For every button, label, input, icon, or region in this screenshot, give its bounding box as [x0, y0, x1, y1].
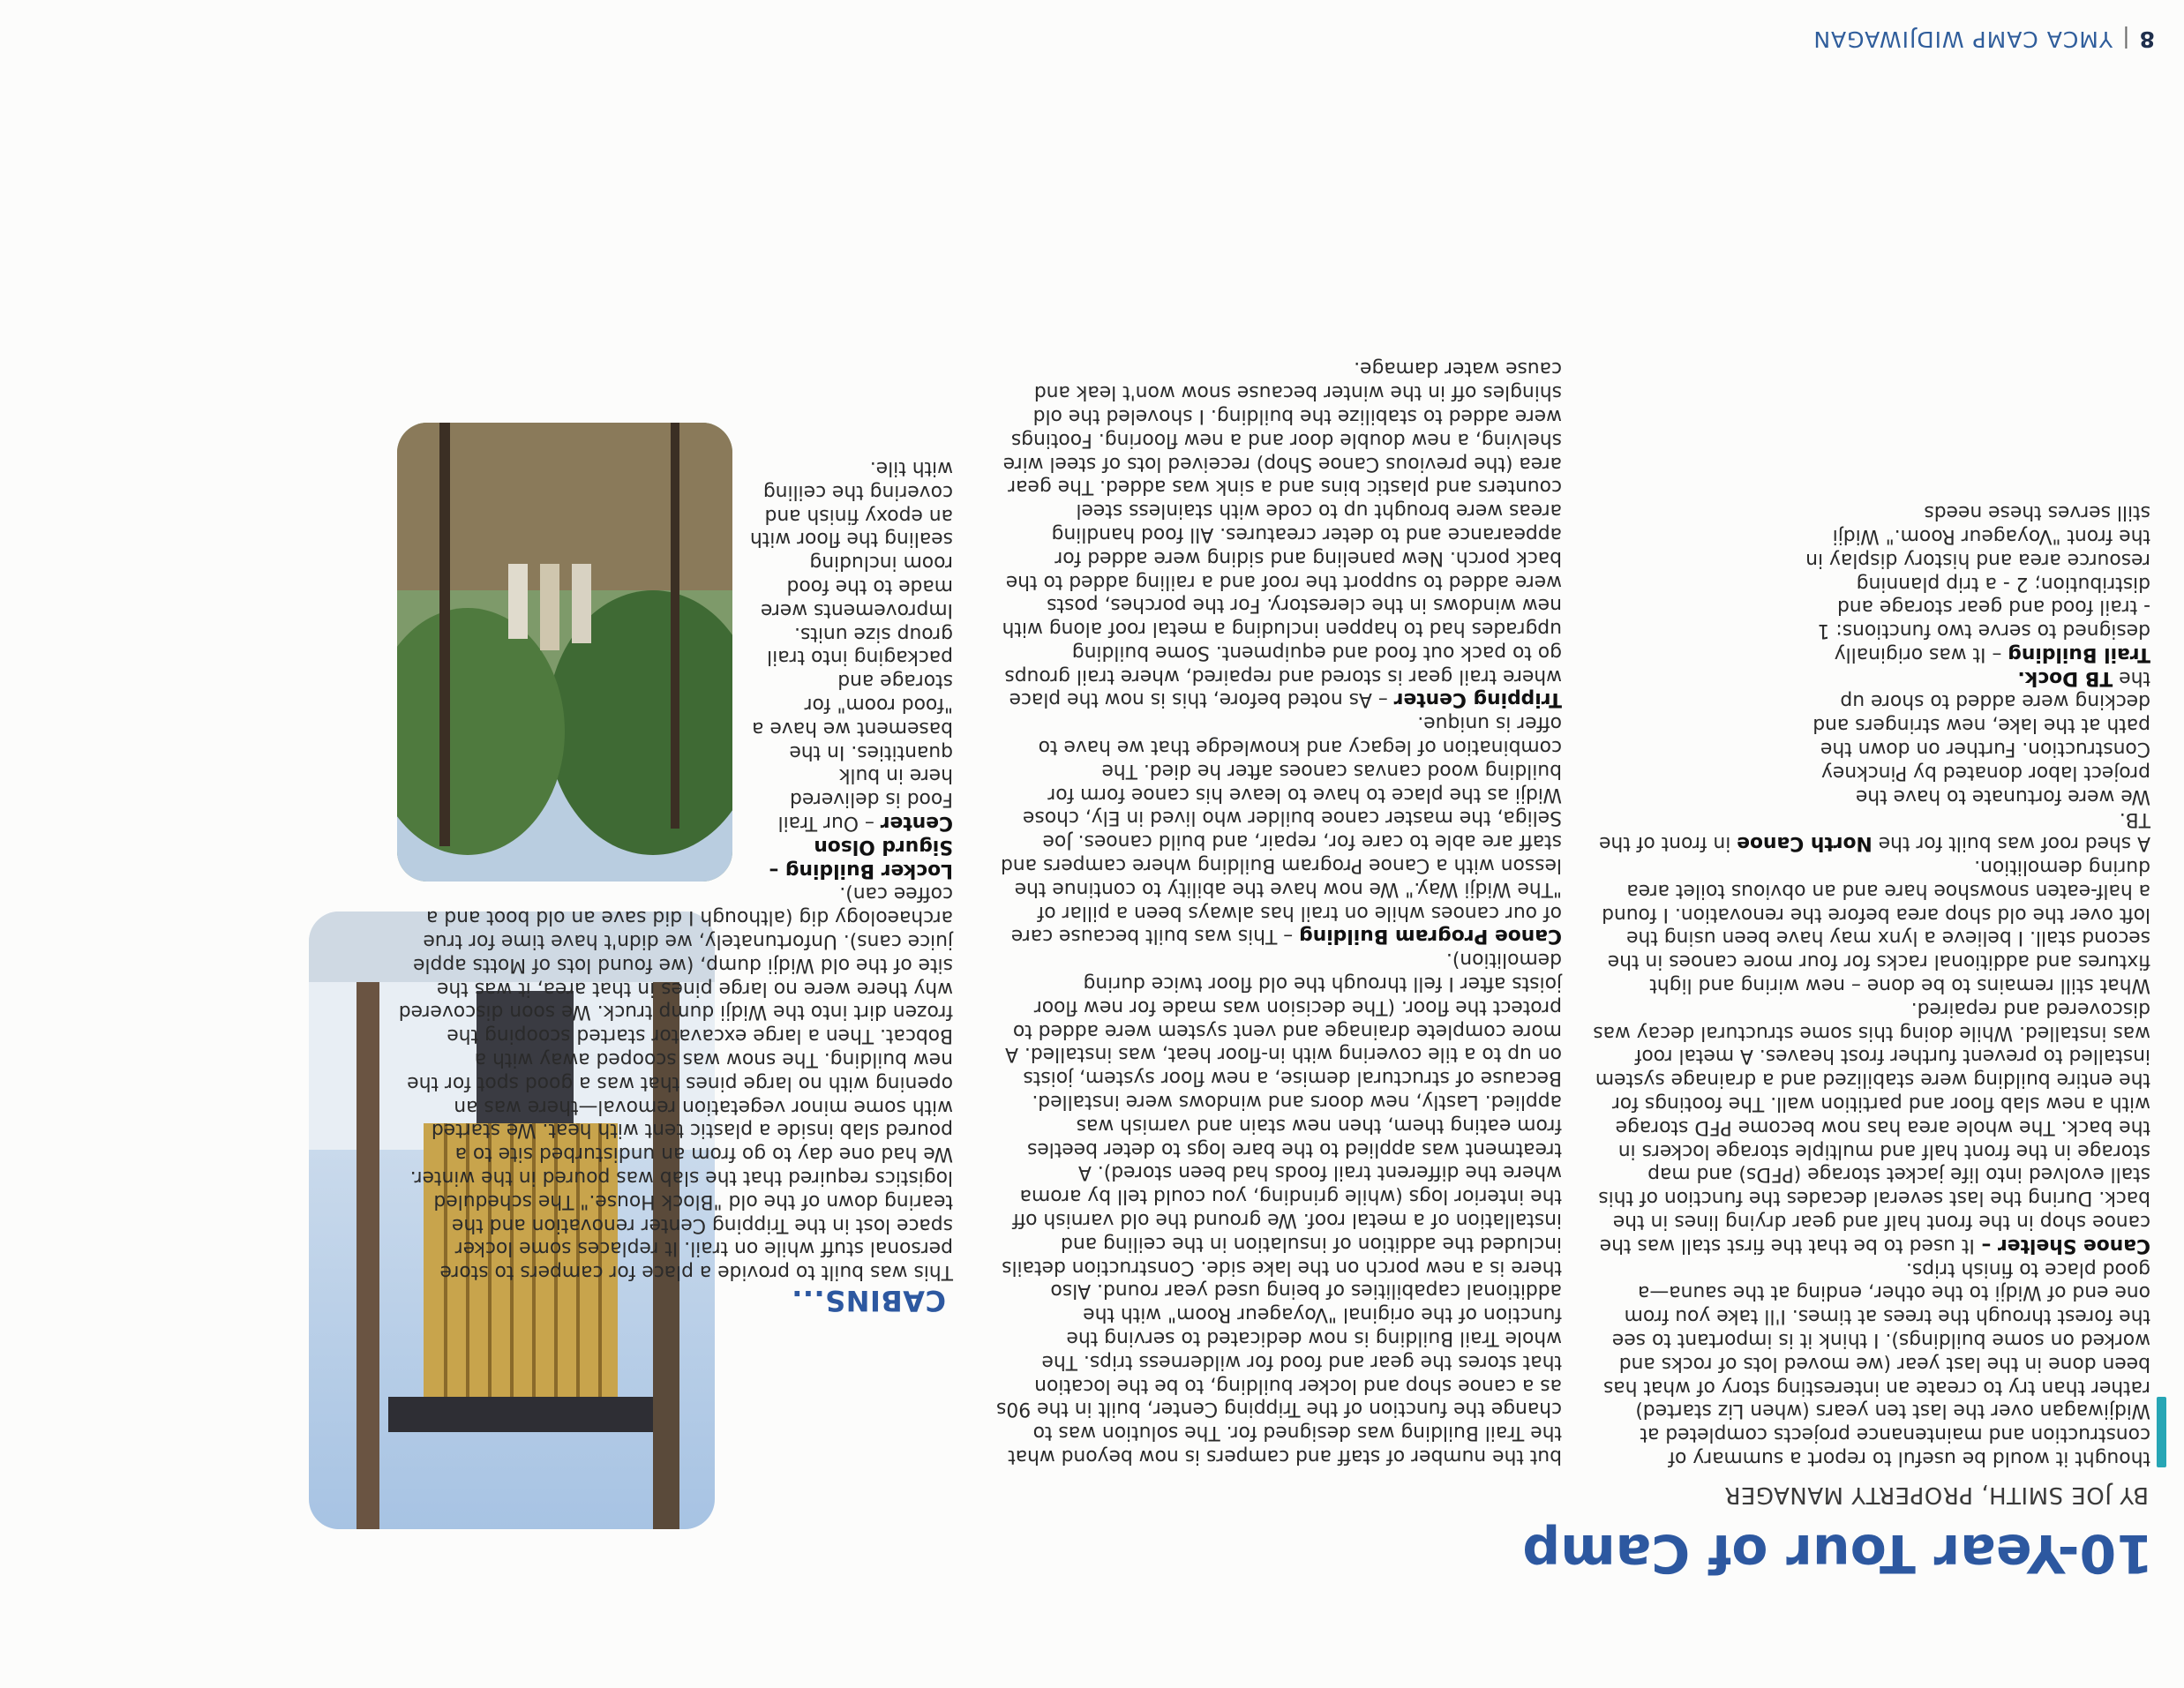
cabins-heading: CABINS...: [791, 1284, 946, 1317]
north-canoe-bold: North Canoe: [1737, 832, 1873, 855]
fortunate-paragraph: [1805, 665, 2150, 807]
narrow-column-1-wrap: [1805, 499, 2150, 806]
tripping-center-paragraph: [995, 356, 1562, 711]
canoe-shelter-text: It used to be that the first stall was the canoe shop in the front half and gear drying lines in the back. During the last several decades the function of this stall evolved into life jacket storage (PFDs) and map storage in the front half and multiple storage lockers in the back. The whole area has now become PFD storage with a new slab floor and partition wall. The footings for the entire building were stabilized and a drainage system installed to prevent further frost heaves. A metal roof was installed. While doing this some structural decay was discovered and repaired.: [1593, 997, 2150, 1257]
locker-building-heading: Locker Building –: [769, 859, 953, 882]
column-1: [1593, 66, 2150, 1469]
intro-paragraph: thought it would be useful to report a summary of construction and maintenance projects completed at Widjiwagan over the last ten years (when Liz started) rather than try to create an interesting story of what has been done in the last year (we moved lots of rocks and worked on some buildings). I think it is important to see the forest through the trees at times. I'll take you from one end of Widji to the other, ending at the sauna—a good place to finish trips.: [1602, 1257, 2150, 1469]
canoe-program-text: – This was built because care of our canoes while on trail has always been a pillar of "The Widji Way." We now have the ability to continue the lesson with a Canoe Program Building where campers and staff are able to care for, repair, and build canoes. Joe Seliga, the master canoe builder who lived in Ely, chose Widji as the place to have to leave his canoe form for building wood canvas canoes after he died. The combination of legacy and knowledge that we have to offer is unique.: [1001, 712, 1562, 948]
fortunate-text: We were fortunate to have the project labor donated by Pinckney Construction. Further on down the path at the lake, new stringers and decking were added to shore up the: [1812, 666, 2150, 807]
canoe-shelter-heading: Canoe Shelter –: [1974, 1234, 2150, 1257]
tripping-center-heading: Tripping Center: [1393, 688, 1562, 711]
locker-heading-line: [745, 858, 953, 882]
teal-dropcap-accent: [2157, 1397, 2166, 1467]
shed-roof-text-b: in front of the TB.: [1599, 808, 2150, 855]
trail-building-text: – It was originally designed to serve two functions: 1 - trail food and gear storage and distribution; 2 - a trip planning resource area and history display in the front "Voyageur Room." Widji still serves these needs: [1805, 501, 2150, 665]
sigurd-olson-paragraph: [745, 455, 953, 858]
shed-roof-paragraph: [1593, 807, 2150, 855]
sigurd-olson-heading: Sigurd Olson Center: [814, 812, 953, 858]
tb-dock-bold: TB Dock.: [2017, 666, 2113, 689]
shed-roof-text-a: A shed roof was built for the: [1872, 832, 2150, 855]
remains-paragraph: What still remains to be done – new wiring and light fixtures and additional racks for four more canoes in the second stall. I believe a lynx may have been using the loft over the old shop area before the renovation. I found a half-eaten snowshoe hare and an obvious toilet area during demolition.: [1602, 856, 2150, 997]
canoe-shelter-paragraph: [1593, 996, 2150, 1257]
campers-in-forest-photo: [397, 423, 732, 882]
article-title: 10-Year Tour of Camp: [1522, 1522, 2153, 1584]
column-3-bottom-row: [388, 423, 953, 882]
photo-campers-image: [397, 423, 732, 882]
column-2: [995, 60, 1562, 1467]
page-number: 8: [2138, 26, 2155, 53]
header-separator: |: [2121, 26, 2130, 53]
trail-building-heading: Trail Building: [2008, 642, 2150, 665]
sigurd-olson-text: – Our Trail Food is delivered here in bulk quantities. In the basement we have a "food room" for storage and packaging into trail group size units. Improvements were made to the food room including sealing the floor with an epoxy finish and covering the ceiling with tile.: [749, 457, 953, 835]
canoe-program-paragraph: [995, 711, 1562, 948]
column-3-narrow-text: [745, 423, 953, 882]
canoe-program-heading: Canoe Program Building: [1299, 925, 1562, 948]
cabins-spacer: [388, 1316, 953, 1467]
page-header: [1731, 26, 2155, 53]
trail-building-continued: but the number of staff and campers is now beyond what the Trail Building was designed for. The solution was to change the function of the Tripping Center, built in the 90s as a canoe shop and locker building, to be the location that stores the gear and food for wilderness trips. The whole Trail Building is now dedicated to serving the function of the original "Voyageur Room" with the additional capabilities of being used year round. Also there is a new porch on the lake side. Construction details included the addition of insulation in the ceiling and installation of a metal roof. We ground the old varnish off the interior logs (while grinding, you could tell by aroma where the different trail foods had been stored). A treatment was applied to the bare logs to deter beetles from eating them, then new stain and varnish was applied. Lastly, new doors and windows were installed. Because of structural demise, a new floor system, joists on up to a tile covering with in-floor heat, was installed. A more complete drainage and vent system were added to protect the floor. (The decision was made for new floor joists after I fell through the old floor twice during demolition).: [996, 949, 1562, 1467]
publication-name: YMCA CAMP WIDJIWAGAN: [1812, 26, 2113, 53]
column-3-flow: [388, 56, 953, 1467]
article-byline: BY JOE SMITH, PROPERTY MANAGER: [1723, 1482, 2149, 1508]
tripping-center-text: – As noted before, this is now the place where trail gear is stored and repaired, where trail groups go to pack out food and equipment. Some building upgrades had to happen including a metal roof along with new windows in the clerestory. For the porches, posts were added to support the roof and a railing added to the back porch. New paneling and siding were added for appearance and to deter creatures. All food handling areas were brought up to code with stainless steel counters and plastic bins and a sink was added. The gear area (the previous Canoe Shop) received lots of steel wire shelving, a new double door and a new flooring. Footings were added to stabilize the building. I shoveled the old shingles off in the winter because snow won't leak and cause water damage.: [1002, 357, 1562, 711]
locker-building-text-wide: [397, 882, 953, 1284]
locker-building-continued: This was built to provide a place for campers to store personal stuff while on trail. It replaces some locker space lost in the Tripping Center renovation and the tearing down of the old "Block House." The scheduled logistics required that the slab was poured in the winter. We had one day to go from an undisturbed site to a poured slab inside a plastic tent with heat. We started with some minor vegetation removal—there was an opening with no large pines that was a good spot for the new building. The snow was scooped away with a Bobcat. Then a large excavator started scooping the frozen dirt into the Widji dump truck. We soon discovered why there were no large pines in that area, it was the site of the old Widji dump, (we found lots of Motts apple juice cans). Unfortunately, we didn't have time for true archaeology dig (although I did save an old boot and a coffee can).: [398, 882, 953, 1284]
trail-building-paragraph: [1805, 499, 2150, 665]
